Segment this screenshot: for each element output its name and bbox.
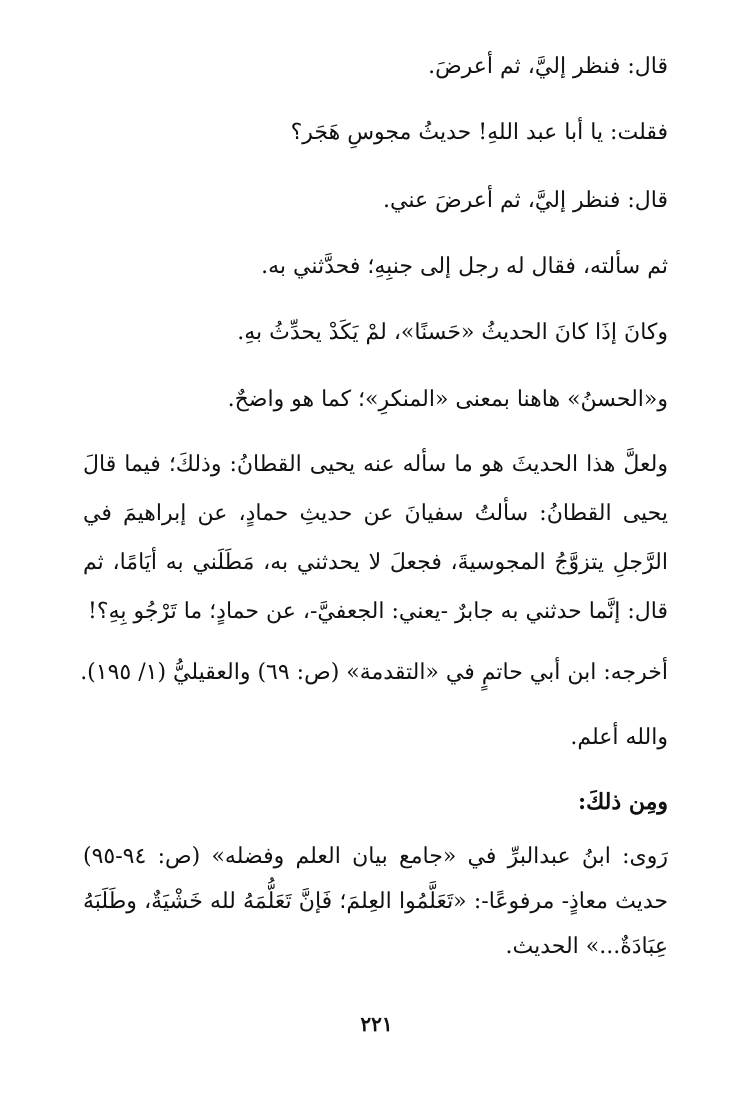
source-citation: أخرجه: ابن أبي حاتمٍ في «التقدمة» (ص: ٦٩) والعقيليُّ (١/ ١٩٥). bbox=[80, 660, 668, 685]
text-line-4: ثم سألته، فقال له رجل إلى جنبِهِ؛ فحدَّثني به. bbox=[261, 254, 668, 279]
text-line-3: قال: فنظر إليَّ، ثم أعرضَ عني. bbox=[382, 188, 668, 213]
page-number: ٢٢١ bbox=[360, 1012, 393, 1036]
section-heading: ومِن ذلكَ: bbox=[578, 789, 668, 815]
paragraph-qattan: ولعلَّ هذا الحديثَ هو ما سأله عنه يحيى القطانُ: وذلكَ؛ فيما قالَ يحيى القطانُ: سألتُ سفيانَ عن حديثِ حمادٍ، عن إبراهيمَ في الرَّجلِ يتزوَّجُ المجوسيةَ، فجعلَ لا يحدثني به، مَطَلَني به أيَامًا، ثم قال: إنَّما حدثني به جابرٌ -يعني: الجعفيَّ-، عن حمادٍ؛ ما تَرْجُو بِهِ؟! bbox=[83, 452, 668, 624]
text-line-6: و«الحسنُ» هاهنا بمعنى «المنكرِ»؛ كما هو واضحٌ. bbox=[227, 387, 668, 412]
text-line-1: قال: فنظر إليَّ، ثم أعرضَ. bbox=[428, 54, 668, 79]
paragraph-hadith: رَوى: ابنُ عبدالبرِّ في «جامع بيان العلم وفضله» (ص: ٩٤-٩٥) حديث معاذٍ- مرفوعًا-: «تَعَلَّمُوا العِلمَ؛ فَإنَّ تَعَلُّمَهُ لله خَشْيَةٌ، وطَلَبَهُ عِبَادَةٌ...» الحديث. bbox=[83, 844, 668, 959]
text-line-2: فقلت: يا أبا عبد اللهِ! حديثُ مجوسِ هَجَر؟ bbox=[290, 120, 668, 145]
text-line-5: وكانَ إذَا كانَ الحديثُ «حَسنًا»، لمْ يَكَدْ يحدِّثُ بهِ. bbox=[237, 320, 668, 345]
closing-line: والله أعلم. bbox=[570, 725, 668, 750]
